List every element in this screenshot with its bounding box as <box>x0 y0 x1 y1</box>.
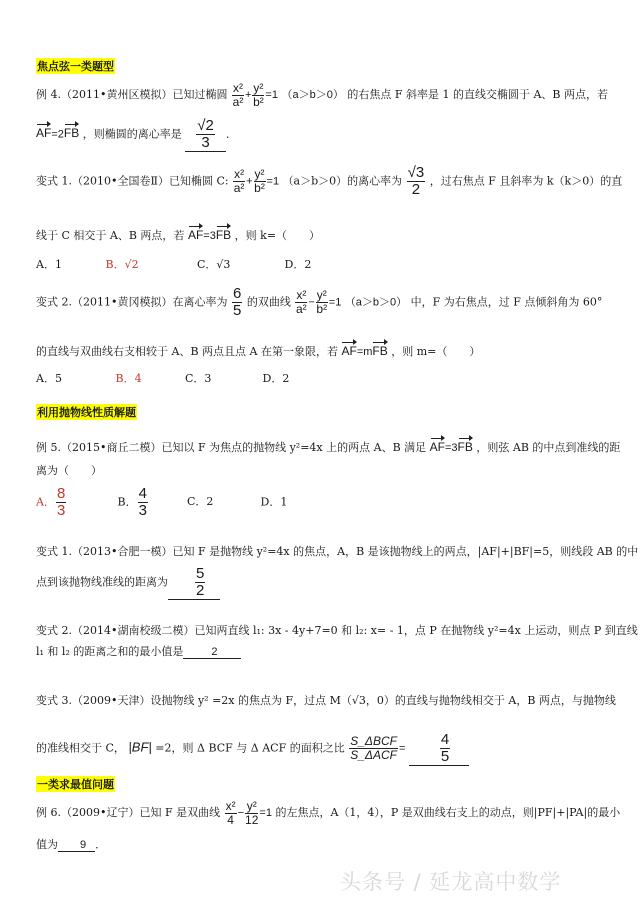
example-6-line1: 例 6.（2009•辽宁）已知 F 是双曲线 $\frac{\text{x²}}{4}$ − $\frac{\text{y²}}{12}$ =1 的左焦点，A（1，4），P 是双曲线右支上的动点，则|PF|+|PA|的最小 <box>36 799 621 827</box>
variant-2-line2: 的直线与双曲线右支相较于 A、B 两点且点 A 在第一象限，若 AF=mFB ，则 m=（ ） <box>36 340 480 359</box>
vector-af: AF <box>36 122 51 140</box>
abs-bf: |BF| <box>128 739 152 755</box>
vector-fb: FB <box>458 436 473 454</box>
variant-1b-answer: $\frac{5}{2}$ <box>168 566 220 600</box>
option-b: B．4 <box>115 372 142 385</box>
variant-3-line1: 变式 3.（2009•天津）设抛物线 y² =2x 的焦点为 F，过点 M（√3，0）的直线与抛物线相交于 A，B 两点，与抛物线 <box>36 694 616 707</box>
watermark: 头条号 / 延龙高中数学 <box>340 870 562 894</box>
example-4-answer: $\frac{√2}{3}$ <box>185 118 226 152</box>
example-4-text: 例 4.（2011•黄州区模拟）已知过椭圆 <box>36 88 228 102</box>
example-6-line2: 值为 9 ． <box>36 838 107 851</box>
fraction-eccentricity: $\frac{√3}{2}$ <box>407 164 425 198</box>
variant-2-options <box>36 370 289 386</box>
example-5-line1: 例 5.（2015•商丘二模）已知以 F 为焦点的抛物线 y²=4x 上的两点 A、B 满足 AF=3FB ，则弦 AB 的中点到准线的距 <box>36 436 620 455</box>
example-6-answer: 9 <box>58 839 95 852</box>
vector-af: AF <box>188 224 203 242</box>
section-heading-parabola: 利用抛物线性质解题 <box>37 406 136 419</box>
example-5-options <box>36 486 287 519</box>
fraction-y2-b2: $\frac{\text{y²}}{\text{b²}}$ <box>253 81 264 109</box>
example-4-line2: AF=2FB ，则椭圆的离心率是 $\frac{√2}{3}$ ． <box>36 117 237 151</box>
fraction-x2-a2: $\frac{\text{x²}}{\text{a²}}$ <box>233 167 245 195</box>
option-a: A．5 <box>36 372 62 385</box>
option-d: D．2 <box>262 372 290 385</box>
variant-3-answer: $\frac{4}{5}$ <box>409 732 469 766</box>
fraction-x2-a2: $\frac{\text{x²}}{\text{a²}}$ <box>232 81 244 109</box>
vector-af: AF <box>430 436 445 454</box>
option-d: D．1 <box>260 495 288 509</box>
variant-1-line2: 线于 C 相交于 A、B 两点，若 AF=3FB ，则 k=（ ） <box>36 224 320 243</box>
option-b: B． $\frac{4}{3}$ <box>117 485 147 519</box>
fraction-eccentricity: $\frac{6}{5}$ <box>232 285 242 319</box>
variant-2b-line2: l₁ 和 l₂ 的距离之和的最小值是 2 <box>36 643 241 659</box>
option-a: A．1 <box>36 258 62 271</box>
fraction-x2-a2: $\frac{\text{x²}}{\text{a²}}$ <box>295 288 307 316</box>
fraction-area-ratio: $\frac{\text{S\_ΔBCF}}{\text{S\_ΔACF}}$ <box>350 734 397 762</box>
option-c: C．3 <box>185 372 212 385</box>
option-c: C．2 <box>187 495 214 509</box>
vector-fb: FB <box>216 224 231 242</box>
option-a: A． $\frac{8}{3}$ <box>36 485 66 519</box>
option-b: B．√2 <box>105 258 139 271</box>
variant-1-line1: 变式 1.（2010•全国卷Ⅱ）已知椭圆 C: $\frac{\text{x²}}{\text{a²}}$ + $\frac{\text{y²}}{\text{b²}}$ =1 （a＞b＞0）的离心率为 $\frac{√3}{2}$ ，过右焦点 F 且斜率为 k（k＞0）的直 <box>36 164 623 198</box>
vector-af: AF <box>341 340 356 358</box>
vector-fb: FB <box>372 340 387 358</box>
section-heading-focal-chord: 焦点弦一类题型 <box>37 60 114 73</box>
fraction-y2-12: $\frac{\text{y²}}{12}$ <box>245 799 259 827</box>
variant-1-options <box>36 256 311 272</box>
fraction-y2-b2: $\frac{\text{y²}}{\text{b²}}$ <box>254 167 265 195</box>
variant-2-line1: 变式 2.（2011•黄冈模拟）在离心率为 $\frac{6}{5}$ 的双曲线 $\frac{\text{x²}}{\text{a²}}$ − $\frac{\text{y²}}{\text{b²}}$ =1 （a＞b＞0） 中，F 为右焦点，过 F 点倾斜角为 60° <box>36 285 603 319</box>
variant-2b-line1: 变式 2.（2014•湖南校级二模）已知两直线 l₁: 3x - 4y+7=0 和 l₂: x= - 1，点 P 在抛物线 y²=4x 上运动，则点 P 到直线 <box>36 624 638 637</box>
fraction-x2-4: $\frac{\text{x²}}{4}$ <box>225 799 236 827</box>
section-heading-extremum: 一类求最值问题 <box>37 778 114 791</box>
option-c: C．√3 <box>197 258 231 271</box>
example-4-line1: 例 4.（2011•黄州区模拟）已知过椭圆 $\frac{\text{x²}}{\text{a²}}$ + $\frac{\text{y²}}{\text{b²}}$ =1 （a＞b＞0） 的右焦点 F 斜率是 1 的直线交椭圆于 A、B 两点，若 <box>36 81 608 109</box>
variant-2b-answer: 2 <box>183 646 241 659</box>
variant-1b-line2: 点到该抛物线准线的距离为 $\frac{5}{2}$ <box>36 566 220 600</box>
example-5-line2: 离为（ ） <box>36 464 102 477</box>
fraction-y2-b2: $\frac{\text{y²}}{\text{b²}}$ <box>316 288 328 316</box>
vector-fb: FB <box>64 122 79 140</box>
variant-1b-line1: 变式 1.（2013•合肥一模）已知 F 是抛物线 y²=4x 的焦点，A，B 是该抛物线上的两点，|AF|+|BF|=5，则线段 AB 的中 <box>36 545 639 558</box>
option-d: D．2 <box>284 258 312 271</box>
variant-3-line2: 的准线相交于 C， |BF| =2，则 Δ BCF 与 Δ ACF 的面积之比 $\frac{\text{S\_ΔBCF}}{\text{S\_ΔACF}}$ = $\frac{4}{5}$ <box>36 732 469 766</box>
